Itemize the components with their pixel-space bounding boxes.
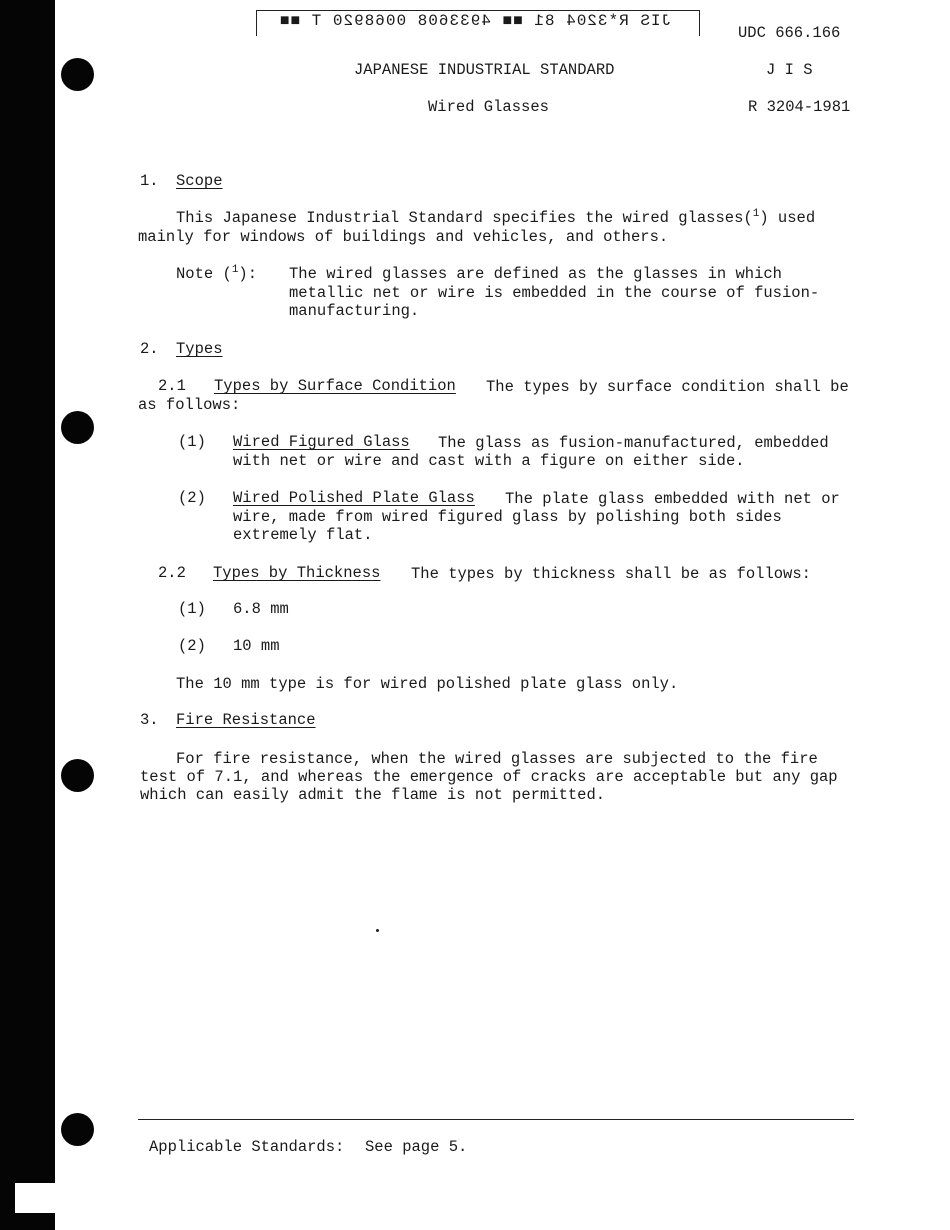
scan-bottom-notch [15, 1183, 55, 1213]
scan-left-border [0, 0, 55, 1230]
section-3-heading: Fire Resistance [176, 711, 316, 729]
item-2-text-1: The plate glass embedded with net or [505, 490, 840, 508]
thickness-note: The 10 mm type is for wired polished plate glass only. [176, 675, 679, 693]
section-1-number: 1. [140, 172, 159, 190]
note-line-2: metallic net or wire is embedded in the course of fusion- [289, 284, 820, 302]
punch-hole-4 [61, 1113, 94, 1146]
item-2-text-3: extremely flat. [233, 526, 373, 544]
standard-org: JAPANESE INDUSTRIAL STANDARD [354, 61, 615, 79]
section-2-number: 2. [140, 340, 159, 358]
section-1-heading: Scope [176, 172, 223, 190]
item-1-number: (1) [178, 433, 206, 451]
jis-label: J I S [766, 61, 813, 79]
section-3-number: 3. [140, 711, 159, 729]
see-page-reference: See page 5. [365, 1138, 468, 1156]
thickness-1-number: (1) [178, 600, 206, 618]
subsection-2-1-text-1: The types by surface condition shall be [486, 378, 849, 396]
note-line-3: manufacturing. [289, 302, 420, 320]
header-code-strip: JIS R*3204 81 ■■ 4933608 0068920 T ■■ [278, 12, 672, 30]
item-1-text-2: with net or wire and cast with a figure on either side. [233, 452, 745, 470]
thickness-2-number: (2) [178, 637, 206, 655]
item-2-term: Wired Polished Plate Glass [233, 489, 475, 507]
item-1-term: Wired Figured Glass [233, 433, 410, 451]
item-2-text-2: wire, made from wired figured glass by polishing both sides [233, 508, 782, 526]
subsection-2-1-number: 2.1 [158, 377, 186, 395]
fire-line-1: For fire resistance, when the wired glasses are subjected to the fire [176, 750, 818, 768]
fire-line-2: test of 7.1, and whereas the emergence of cracks are acceptable but any gap [140, 768, 838, 786]
subsection-2-2-text: The types by thickness shall be as follows: [411, 565, 811, 583]
speck [376, 929, 379, 932]
subsection-2-1-text-2: as follows: [138, 396, 241, 414]
item-1-text-1: The glass as fusion-manufactured, embedded [438, 434, 829, 452]
subsection-2-2-number: 2.2 [158, 564, 186, 582]
note-label: Note ($^1$): [176, 264, 258, 284]
thickness-2-value: 10 mm [233, 637, 280, 655]
udc-number: UDC 666.166 [738, 24, 841, 42]
section-2-heading: Types [176, 340, 223, 358]
item-2-number: (2) [178, 489, 206, 507]
applicable-standards-label: Applicable Standards: [149, 1138, 345, 1156]
standard-number: R 3204-1981 [748, 98, 851, 116]
scope-line-2: mainly for windows of buildings and vehicles, and others. [138, 228, 669, 246]
thickness-1-value: 6.8 mm [233, 600, 289, 618]
footer-rule [138, 1119, 854, 1120]
punch-hole-2 [61, 411, 94, 444]
document-title: Wired Glasses [428, 98, 549, 116]
note-line-1: The wired glasses are defined as the glasses in which [289, 265, 782, 283]
scope-line-1: This Japanese Industrial Standard specifies the wired glasses($^1$) used [176, 208, 816, 228]
fire-line-3: which can easily admit the flame is not permitted. [140, 786, 606, 804]
subsection-2-1-heading: Types by Surface Condition [214, 377, 456, 395]
punch-hole-1 [61, 58, 94, 91]
subsection-2-2-heading: Types by Thickness [213, 564, 381, 582]
punch-hole-3 [61, 759, 94, 792]
